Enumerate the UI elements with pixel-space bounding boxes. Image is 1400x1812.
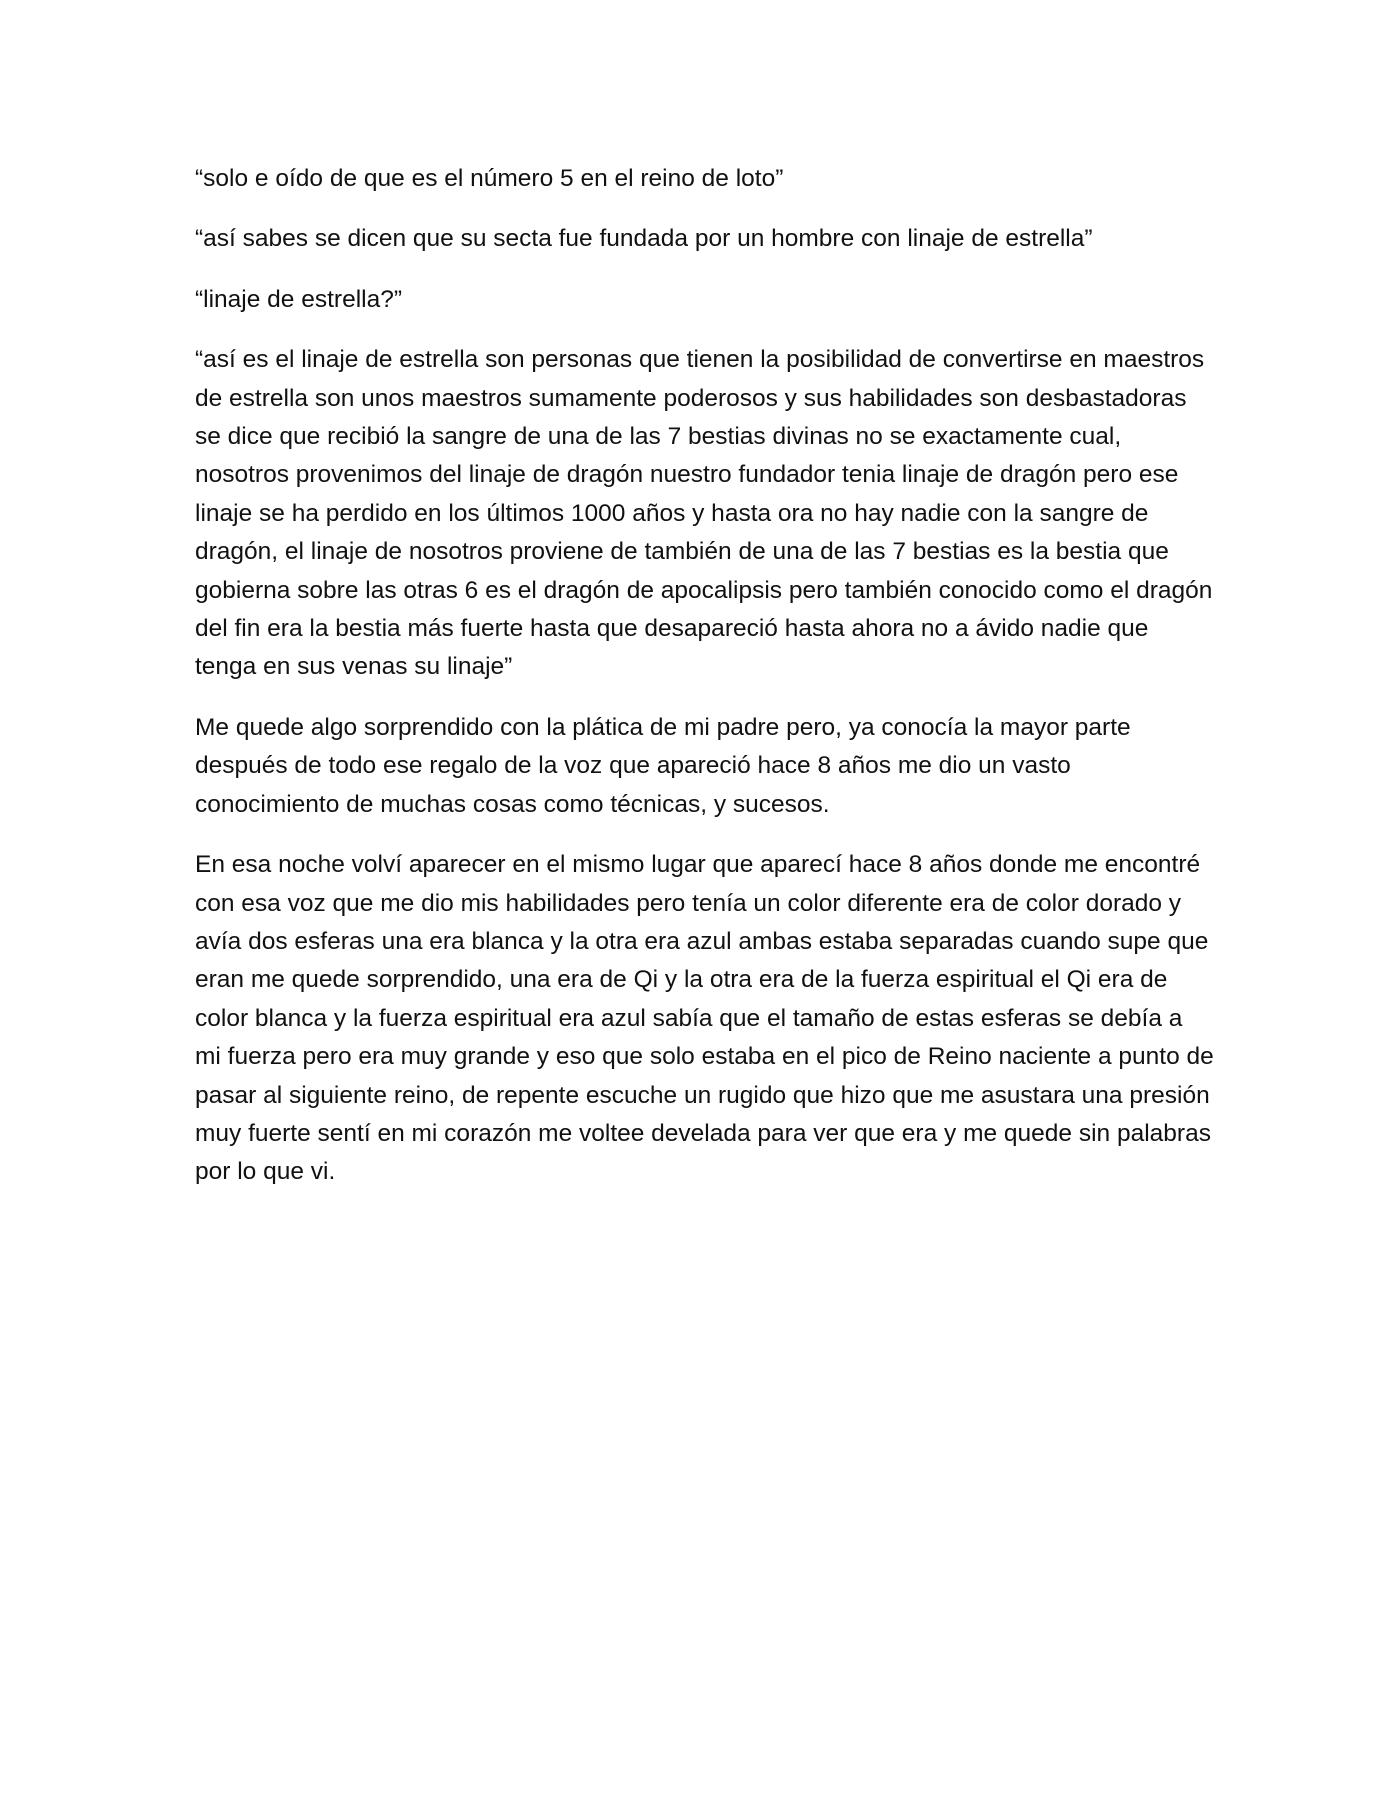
document-body [195, 160, 1215, 1214]
paragraph: En esa noche volví aparecer en el mismo lugar que aparecí hace 8 años donde me encontré con esa voz que me dio mis habilidades pero tenía un color diferente era de color dorado y avía dos esferas una era blanca y la otra era azul ambas estaba separadas cuando supe que eran me quede sorprendido, una era de Qi y la otra era de la fuerza espiritual el Qi era de color blanca y la fuerza espiritual era azul sabía que el tamaño de estas esferas se debía a mi fuerza pero era muy grande y eso que solo estaba en el pico de Reino naciente a punto de pasar al siguiente reino, de repente escuche un rugido que hizo que me asustara una presión muy fuerte sentí en mi corazón me voltee develada para ver que era y me quede sin palabras por lo que vi. [195, 851, 1214, 1186]
paragraph: “solo e oído de que es el número 5 en el reino de loto” [195, 165, 784, 192]
paragraph: Me quede algo sorprendido con la plática de mi padre pero, ya conocía la mayor parte después de todo ese regalo de la voz que apareció hace 8 años me dio un vasto conocimiento de muchas cosas como técnicas, y sucesos. [195, 713, 1131, 818]
paragraph: “así es el linaje de estrella son personas que tienen la posibilidad de convertirse en maestros de estrella son unos maestros sumamente poderosos y sus habilidades son desbastadoras se dice que recibió la sangre de una de las 7 bestias divinas no se exactamente cual, nosotros provenimos del linaje de dragón nuestro fundador tenia linaje de dragón pero ese linaje se ha perdido en los últimos 1000 años y hasta ora no hay nadie con la sangre de dragón, el linaje de nosotros proviene de también de una de las 7 bestias es la bestia que gobierna sobre las otras 6 es el dragón de apocalipsis pero también conocido como el dragón del fin era la bestia más fuerte hasta que desapareció hasta ahora no a ávido nadie que tenga en sus venas su linaje” [195, 346, 1213, 681]
paragraph: “así sabes se dicen que su secta fue fundada por un hombre con linaje de estrella” [195, 225, 1093, 253]
paragraph: “linaje de estrella?” [195, 285, 402, 313]
